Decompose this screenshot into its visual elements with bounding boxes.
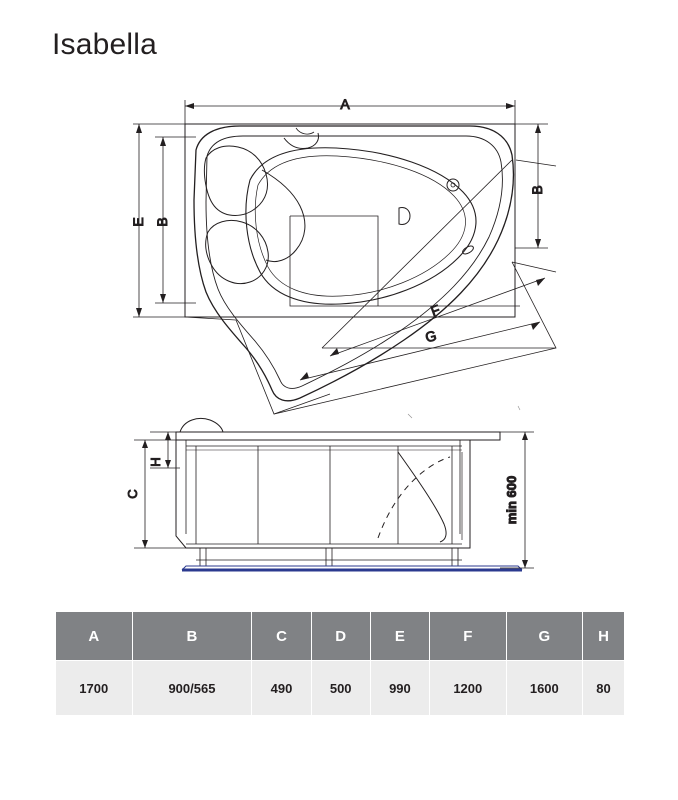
bath-bowl-inner	[255, 156, 465, 297]
mark-1	[408, 414, 412, 418]
table-cell: 990	[370, 661, 429, 716]
foot-3	[452, 548, 458, 566]
table-cell: 80	[583, 661, 625, 716]
side-top-rim	[176, 432, 500, 440]
table-header-cell: G	[506, 612, 583, 661]
table-header-cell: A	[56, 612, 133, 661]
bath-left-seat-lower	[206, 220, 269, 283]
table-header-cell: B	[132, 612, 252, 661]
label-G: G	[423, 327, 439, 346]
f-projection-tick	[516, 160, 556, 166]
table-cell: 490	[252, 661, 311, 716]
table-header-cell: F	[430, 612, 507, 661]
g-projection-frame	[236, 262, 556, 414]
label-B-right: B	[529, 185, 545, 195]
foot-2	[326, 548, 332, 566]
top-view	[130, 96, 556, 414]
dimension-A	[185, 100, 515, 124]
foot-1	[200, 548, 206, 566]
mark-2	[518, 406, 520, 410]
table-cell: 900/565	[132, 661, 252, 716]
side-dashed-profile	[378, 457, 450, 538]
dimension-C	[134, 440, 190, 548]
bath-handle-right	[399, 207, 410, 224]
side-back-slope	[398, 452, 446, 542]
side-view	[125, 406, 534, 570]
side-headrest	[180, 419, 223, 433]
bath-spout	[284, 133, 319, 149]
table-header-cell: E	[370, 612, 429, 661]
bath-inner-rim	[206, 136, 503, 388]
label-F: F	[428, 301, 443, 320]
table-cell: 1700	[56, 661, 133, 716]
label-B-left: B	[154, 217, 170, 227]
table-header-cell: C	[252, 612, 311, 661]
label-C: C	[125, 489, 140, 499]
label-E: E	[130, 217, 146, 227]
table-cell: 1200	[430, 661, 507, 716]
side-body-outline	[176, 440, 470, 548]
bath-bowl	[246, 148, 476, 304]
label-A: A	[340, 96, 350, 112]
table-cell: 1600	[506, 661, 583, 716]
g-projection-right	[512, 262, 556, 272]
f-projection-top	[322, 160, 512, 348]
label-H: H	[148, 457, 163, 467]
table-row	[56, 661, 625, 716]
bath-spout-inner	[296, 128, 314, 134]
table-cell: 500	[311, 661, 370, 716]
bath-left-seat-upper	[204, 146, 267, 215]
table-header-cell: H	[583, 612, 625, 661]
table-header-cell: D	[311, 612, 370, 661]
label-min600: min 600	[504, 475, 519, 525]
specification-table	[55, 612, 625, 716]
drain-circle	[447, 179, 459, 191]
table-header-row	[56, 612, 625, 661]
page-title: Isabella	[52, 28, 158, 61]
